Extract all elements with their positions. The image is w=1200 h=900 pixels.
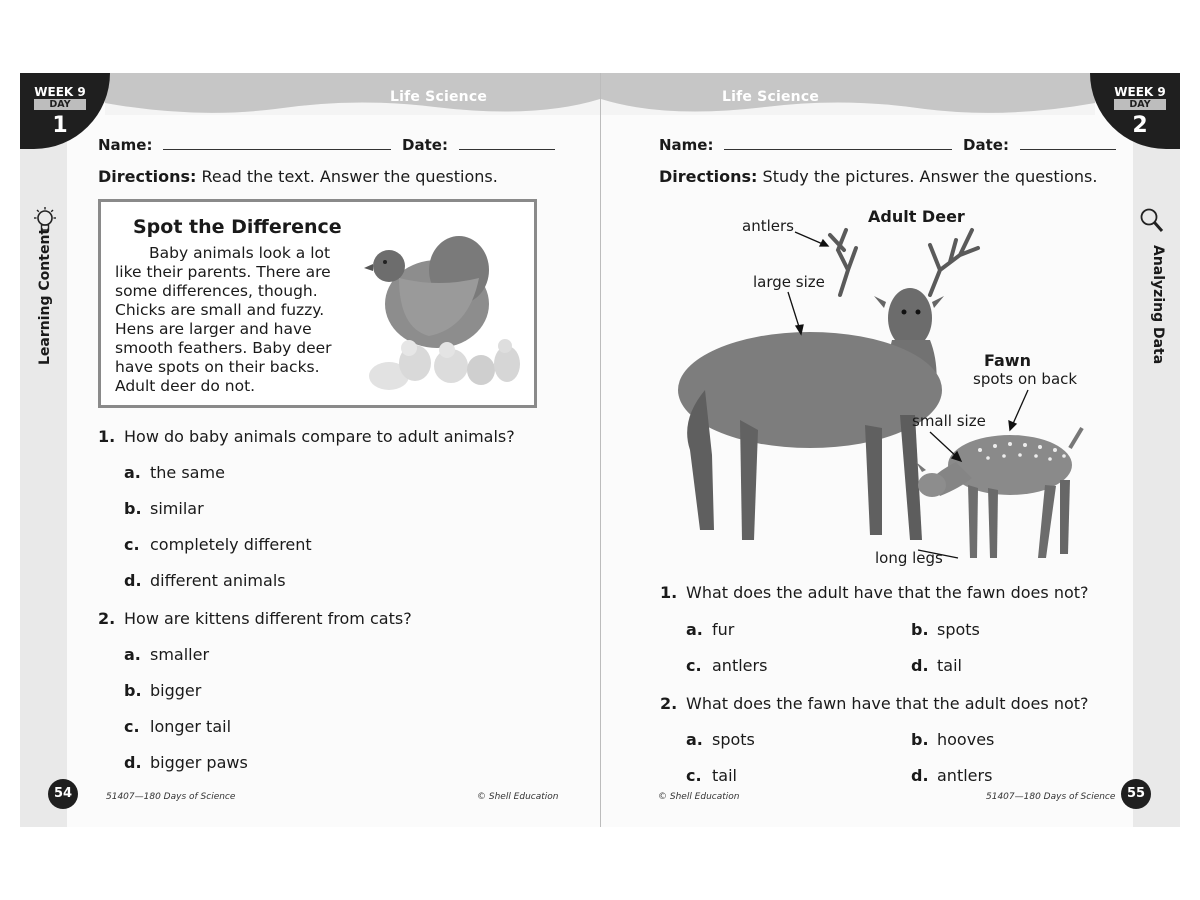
option-text: the same — [150, 463, 225, 482]
label-antlers: antlers — [742, 217, 794, 235]
answer-option[interactable] — [124, 571, 286, 590]
name-field[interactable] — [724, 137, 952, 150]
question-2 — [98, 609, 412, 628]
badge-day-label: DAY — [1114, 99, 1166, 110]
directions — [659, 167, 1097, 186]
option-text: antlers — [712, 656, 768, 675]
date-field[interactable] — [459, 137, 555, 150]
question-text: How do baby animals compare to adult animals? — [124, 427, 515, 446]
left-content-area — [67, 73, 600, 827]
option-text: different animals — [150, 571, 286, 590]
option-text: smaller — [150, 645, 210, 664]
fawn-title: Fawn — [984, 351, 1031, 370]
option-letter: a. — [686, 730, 703, 749]
directions-text: Study the pictures. Answer the questions. — [762, 167, 1098, 186]
option-text: spots — [937, 620, 980, 639]
side-label-analyzing-data: Analyzing Data — [1150, 245, 1166, 365]
directions-label: Directions: — [659, 167, 758, 186]
option-letter: d. — [124, 571, 142, 590]
passage-line: Chicks are small and fuzzy. — [115, 301, 325, 319]
badge-week: WEEK 9 — [34, 85, 86, 99]
right-banner — [601, 73, 1095, 115]
answer-option[interactable] — [124, 535, 312, 554]
name-label: Name: — [98, 136, 153, 154]
passage-line: Baby animals look a lot — [149, 244, 331, 262]
spine-divider — [600, 73, 601, 827]
option-letter: d. — [124, 753, 142, 772]
left-week-day-badge — [20, 73, 110, 149]
option-text: hooves — [937, 730, 995, 749]
footer-book-title: 51407—180 Days of Science — [106, 792, 236, 802]
badge-day-number: 1 — [52, 113, 68, 138]
label-spots-on-back: spots on back — [973, 370, 1078, 388]
question-1 — [98, 427, 515, 446]
date-label: Date: — [963, 136, 1009, 154]
name-date-row — [659, 136, 1116, 154]
label-long-legs: long legs — [875, 549, 943, 567]
date-label: Date: — [402, 136, 448, 154]
label-large-size: large size — [753, 273, 825, 291]
option-letter: a. — [124, 463, 141, 482]
passage-line: have spots on their backs. — [115, 358, 320, 376]
option-letter: b. — [124, 499, 142, 518]
option-text: spots — [712, 730, 755, 749]
date-field[interactable] — [1020, 137, 1116, 150]
directions-text: Read the text. Answer the questions. — [201, 167, 498, 186]
option-text: longer tail — [150, 717, 232, 736]
hen-and-chicks-image — [359, 218, 525, 394]
option-letter: b. — [911, 620, 929, 639]
question-2 — [660, 694, 1089, 713]
passage-line: smooth feathers. Baby deer — [115, 339, 332, 357]
question-number: 1. — [660, 583, 678, 602]
question-number: 1. — [98, 427, 116, 446]
footer-publisher: © Shell Education — [658, 792, 740, 802]
option-text: completely different — [150, 535, 312, 554]
passage-title: Spot the Difference — [133, 216, 342, 238]
question-text: What does the adult have that the fawn does not? — [686, 583, 1089, 602]
answer-option[interactable] — [124, 499, 204, 518]
option-letter: d. — [911, 766, 929, 785]
option-text: antlers — [937, 766, 993, 785]
option-letter: a. — [124, 645, 141, 664]
answer-option[interactable] — [911, 766, 992, 785]
badge-day-number: 2 — [1132, 113, 1148, 138]
option-text: fur — [712, 620, 735, 639]
page-number: 55 — [1121, 779, 1151, 809]
right-banner-title: Life Science — [722, 89, 820, 105]
answer-option[interactable] — [124, 645, 209, 664]
right-sidebar — [1133, 73, 1180, 827]
passage-box — [98, 199, 537, 408]
question-1 — [660, 583, 1089, 602]
option-text: similar — [150, 499, 204, 518]
answer-option[interactable] — [911, 620, 980, 639]
badge-day-label: DAY — [34, 99, 86, 110]
badge-week: WEEK 9 — [1114, 85, 1166, 99]
answer-option[interactable] — [124, 753, 248, 772]
passage-line: Hens are larger and have — [115, 320, 312, 338]
side-label-learning-content: Learning Content — [37, 227, 53, 365]
question-number: 2. — [660, 694, 678, 713]
footer-publisher: © Shell Education — [477, 792, 559, 802]
answer-option[interactable] — [686, 620, 734, 639]
name-label: Name: — [659, 136, 714, 154]
option-letter: a. — [686, 620, 703, 639]
directions — [98, 167, 498, 186]
passage-line: like their parents. There are — [115, 263, 331, 281]
adult-deer-title: Adult Deer — [868, 207, 965, 226]
passage-text — [115, 244, 332, 396]
name-date-row — [98, 136, 555, 154]
option-text: tail — [937, 656, 962, 675]
left-sidebar — [20, 73, 67, 827]
left-banner-title: Life Science — [390, 89, 488, 105]
question-number: 2. — [98, 609, 116, 628]
answer-option[interactable] — [911, 656, 962, 675]
passage-line: Adult deer do not. — [115, 377, 256, 395]
answer-option[interactable] — [124, 717, 231, 736]
fawn-illustration — [916, 428, 1082, 558]
answer-option[interactable] — [124, 681, 201, 700]
name-field[interactable] — [163, 137, 391, 150]
option-letter: c. — [124, 535, 140, 554]
option-letter: b. — [911, 730, 929, 749]
left-banner — [105, 73, 600, 115]
answer-option[interactable] — [911, 730, 994, 749]
passage-line: some differences, though. — [115, 282, 318, 300]
question-text: What does the fawn have that the adult does not? — [686, 694, 1089, 713]
option-letter: d. — [911, 656, 929, 675]
option-text: bigger paws — [150, 753, 248, 772]
option-letter: c. — [686, 766, 702, 785]
deer-diagram — [660, 200, 1100, 570]
answer-option[interactable] — [686, 766, 737, 785]
option-text: bigger — [150, 681, 202, 700]
footer-book-title: 51407—180 Days of Science — [986, 792, 1116, 802]
question-text: How are kittens different from cats? — [124, 609, 412, 628]
label-small-size: small size — [912, 412, 986, 430]
answer-option[interactable] — [686, 656, 767, 675]
option-letter: b. — [124, 681, 142, 700]
magnifier-icon — [1138, 206, 1166, 236]
answer-option[interactable] — [124, 463, 225, 482]
directions-label: Directions: — [98, 167, 197, 186]
page-number: 54 — [48, 779, 78, 809]
answer-option[interactable] — [686, 730, 755, 749]
option-letter: c. — [686, 656, 702, 675]
option-text: tail — [712, 766, 737, 785]
option-letter: c. — [124, 717, 140, 736]
